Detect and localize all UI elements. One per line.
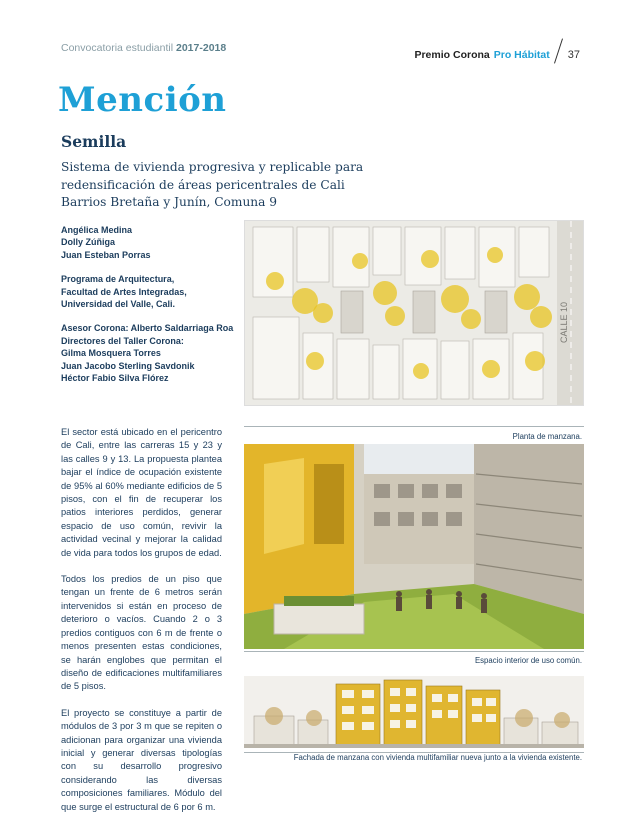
page-number: 37 [567,49,580,61]
advisor-line: Directores del Taller Corona: [61,335,184,346]
institution-line: Universidad del Valle, Cali. [61,299,176,310]
caption-rule [244,651,584,652]
facade-elevation-image [244,676,584,748]
site-plan-image [244,220,584,406]
header-publication-label: Convocatoria estudiantil [61,42,174,54]
page-title: Mención [58,80,227,120]
caption-rule [244,426,584,427]
author-name: Angélica Medina [61,225,133,235]
header-publication [61,42,226,54]
street-label: CALLE 10 [559,301,569,343]
advisor-line: Juan Jacobo Sterling Savdonik [61,360,195,371]
credits-block [61,224,241,384]
author-name: Dolly Zúñiga [61,237,115,248]
header-brand [414,42,580,68]
body-paragraph: El sector está ubicado en el pericentro de Cali, entre las carreras 15 y 23 y las calles 9 y 13. La propuesta plantea bajar el índice de ocupación existente de 95% al 60% mediante edificios de 5 pisos, con el fin de recuperar los patios interiores perdidos, generar espacio de uso común, revivir la actividad vecinal y mejorar la calidad de vida para todos los grupos de edad. [61,427,222,558]
brand-name: Premio Corona [414,49,490,61]
advisor-line: Gilma Mosquera Torres [61,348,161,359]
institution-line: Facultad de Artes Integradas, [61,286,187,297]
body-text [61,426,222,827]
header-divider [554,38,563,63]
plan-caption: Planta de manzana. [512,432,582,441]
courtyard-caption: Espacio interior de uso común. [474,656,582,665]
project-name: Semilla [61,132,127,151]
header-year: 2017-2018 [176,42,227,54]
institution-line: Programa de Arquitectura, [61,274,175,285]
body-paragraph: El proyecto se constituye a partir de módulos de 3 por 3 m que se repiten o adicionan para organizar una vivienda inicial y generar diversas tipologías con su desarrollo progresivo considerando las diversas composiciones familiares. Módulo del que surge el estructural de 6 por 6 m. [61,707,222,812]
project-subtitle: Sistema de vivienda progresiva y replicable para redensificación de áreas pericentrales de Cali Barrios Bretaña y Junín, Comuna 9 [61,160,364,209]
body-paragraph: Todos los predios de un piso que tengan un frente de 6 metros serán intervenidos si están en proceso de deterioro o vacíos. Cuando 2 o 3 predios contiguos con 6 m de frente o menos presenten estas condiciones, se harán englobes que permitan el diseño de edificaciones multifamiliares de 5 pisos. [61,574,222,692]
courtyard-render-image [244,444,584,649]
brand-subname: Pro Hábitat [493,49,550,61]
author-name: Juan Esteban Porras [61,249,151,260]
advisor-line: Héctor Fabio Silva Flórez [61,373,169,384]
advisor-line: Asesor Corona: Alberto Saldarriaga Roa [61,323,234,334]
facade-caption: Fachada de manzana con vivienda multifamiliar nueva junto a la vivienda existente. [293,753,582,762]
